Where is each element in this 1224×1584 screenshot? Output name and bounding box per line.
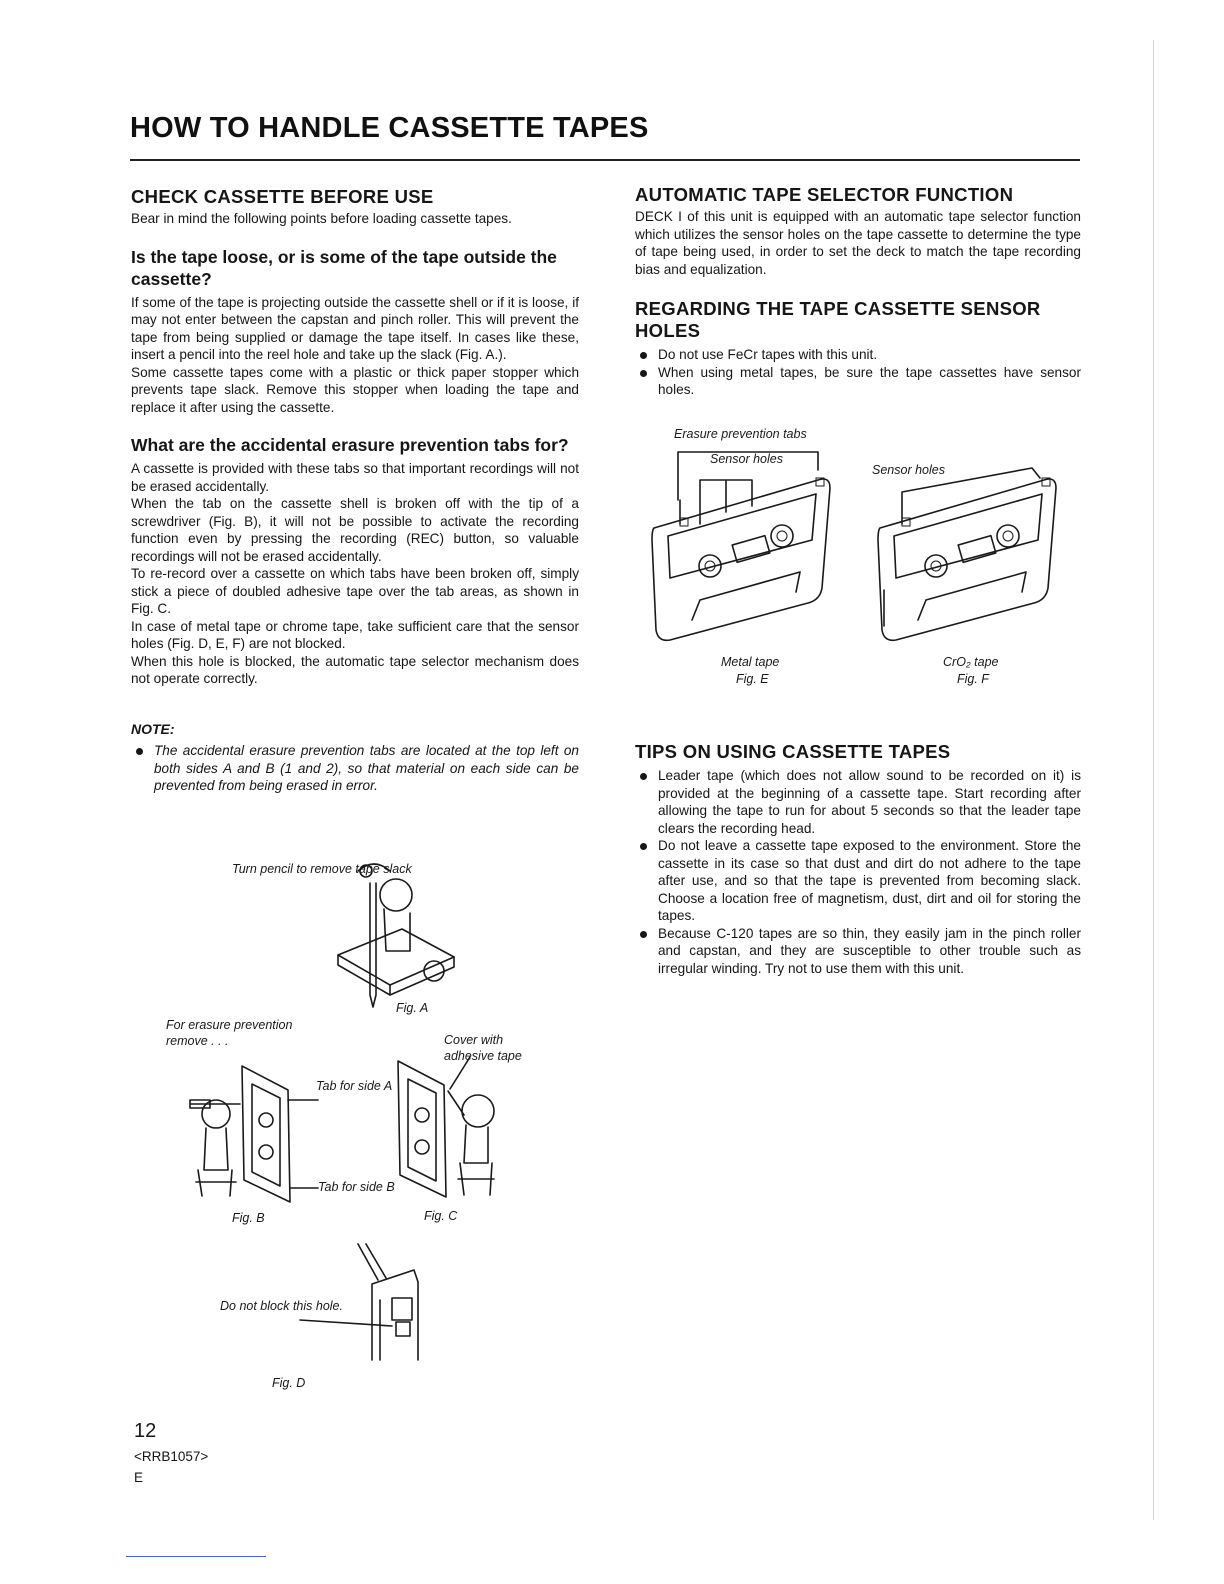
sensor-holes-item-1: Do not use FeCr tapes with this unit. (635, 346, 1081, 364)
erasure-tabs-para-2: When the tab on the cassette shell is broken off with the tip of a screwdriver (Fig. B), it will not be possible to activate the recording function even by pressing the recording (REC) button, so valuable recordings will not be erased accidentally. (131, 496, 579, 564)
fig-e-caption: Fig. E (736, 672, 769, 686)
sensor-holes-label-f: Sensor holes (872, 463, 945, 477)
bottom-rule (126, 1556, 266, 1557)
tips-heading: TIPS ON USING CASSETTE TAPES (635, 741, 951, 762)
loose-tape-para-1: If some of the tape is projecting outside the cassette shell or if it is loose, if may not enter between the capstan and pinch roller. This will prevent the tape from being supplied or damage the tape itself. In cases like these, insert a pencil into the reel hole and take up the slack (Fig. A.). (131, 294, 579, 362)
tips-list (635, 767, 1081, 977)
sensor-holes-item-2: When using metal tapes, be sure the tape cassettes have sensor holes. (635, 364, 1081, 399)
left-column (131, 186, 579, 795)
scan-edge-line (1153, 40, 1154, 1520)
fig-a-drawing (330, 855, 470, 1015)
tab-side-a-label: Tab for side A (316, 1079, 393, 1093)
fig-c-caption: Fig. C (424, 1209, 458, 1223)
cro2-tape-cassette-drawing (878, 468, 1056, 640)
right-column (635, 184, 1081, 399)
tab-side-b-label: Tab for side B (318, 1180, 395, 1194)
note-item: The accidental erasure prevention tabs are located at the top left on both sides A and B (1 and 2), so that material on each side can be prevented from being erased in error. (131, 742, 579, 795)
sensor-holes-heading: REGARDING THE TAPE CASSETTE SENSOR HOLES (635, 298, 1041, 341)
title-rule (130, 159, 1080, 161)
cro2-tape-label: CrO₂ tape (943, 655, 999, 669)
sensor-holes-label-e: Sensor holes (710, 452, 783, 466)
metal-tape-cassette-drawing (652, 452, 830, 640)
loose-tape-para-2: Some cassette tapes come with a plastic or thick paper stopper which prevents tape slack. Remove this stopper when loading the tape and replace it after using the cassette. (131, 364, 579, 415)
erasure-tabs-label: Erasure prevention tabs (674, 427, 807, 441)
erasure-tabs-heading: What are the accidental erasure prevention tabs for? (131, 435, 569, 455)
auto-selector-para: DECK I of this unit is equipped with an automatic tape selector function which utilizes the sensor holes on the tape cassette to determine the type of tape being used, in order to set the deck to match the tape recording bias and equalization. (635, 209, 1081, 277)
fig-d-caption: Fig. D (272, 1376, 306, 1390)
fig-b-caption: Fig. B (232, 1211, 265, 1225)
page-number: 12 (134, 1420, 157, 1442)
language-code: E (134, 1470, 144, 1485)
fig-f-caption: Fig. F (957, 672, 989, 686)
sensor-holes-list (635, 346, 1081, 399)
loose-tape-heading: Is the tape loose, or is some of the tape outside the cassette? (131, 246, 557, 289)
tips-item-3: Because C-120 tapes are so thin, they easily jam in the pinch roller and capstan, and they are susceptible to other trouble such as irregular winding. Try not to use them with this unit. (635, 925, 1081, 978)
fig-a-label: Turn pencil to remove tape slack (232, 862, 412, 876)
do-not-block-label: Do not block this hole. (220, 1299, 343, 1313)
tips-section (635, 741, 1081, 977)
auto-selector-heading: AUTOMATIC TAPE SELECTOR FUNCTION (635, 184, 1014, 205)
erasure-tabs-para-5: When this hole is blocked, the automatic tape selector mechanism does not operate correctly. (131, 653, 579, 686)
document-code: <RRB1057> (134, 1449, 209, 1464)
note-heading: NOTE: (131, 720, 175, 737)
erasure-tabs-para-3: To re-record over a cassette on which tabs have been broken off, simply stick a piece of doubled adhesive tape over the tab areas, as shown in Fig. C. (131, 566, 579, 616)
fig-d-drawing (296, 1240, 436, 1370)
fig-c-drawing (390, 1055, 520, 1205)
cover-tape-label: Cover with adhesive tape (444, 1033, 522, 1063)
check-cassette-heading: CHECK CASSETTE BEFORE USE (131, 186, 434, 207)
erasure-tabs-para-4: In case of metal tape or chrome tape, take sufficient care that the sensor holes (Fig. D, E, F) are not blocked. (131, 618, 579, 651)
metal-tape-label: Metal tape (721, 655, 780, 669)
fig-b-drawing (180, 1060, 330, 1210)
note-list (131, 742, 579, 795)
cassette-illustration-e-f (640, 440, 1080, 650)
tips-item-2: Do not leave a cassette tape exposed to the environment. Store the cassette in its case so that dust and dirt do not adhere to the tape after use, and so that the tape is prevented from becoming slack. Choose a location free of magnetism, dust, dirt and oil for storing the tapes. (635, 837, 1081, 925)
for-erasure-label: For erasure prevention remove . . . (166, 1018, 293, 1048)
check-cassette-intro: Bear in mind the following points before loading cassette tapes. (131, 211, 512, 226)
page-title: HOW TO HANDLE CASSETTE TAPES (130, 112, 649, 144)
tips-item-1: Leader tape (which does not allow sound to be recorded on it) is provided at the beginning of a cassette tape. Start recording after allowing the tape to run for about 5 seconds so that the leader tape clears the recording head. (635, 767, 1081, 837)
fig-a-caption: Fig. A (396, 1001, 429, 1015)
erasure-tabs-para-1: A cassette is provided with these tabs so that important recordings will not be erased accidentally. (131, 461, 579, 494)
